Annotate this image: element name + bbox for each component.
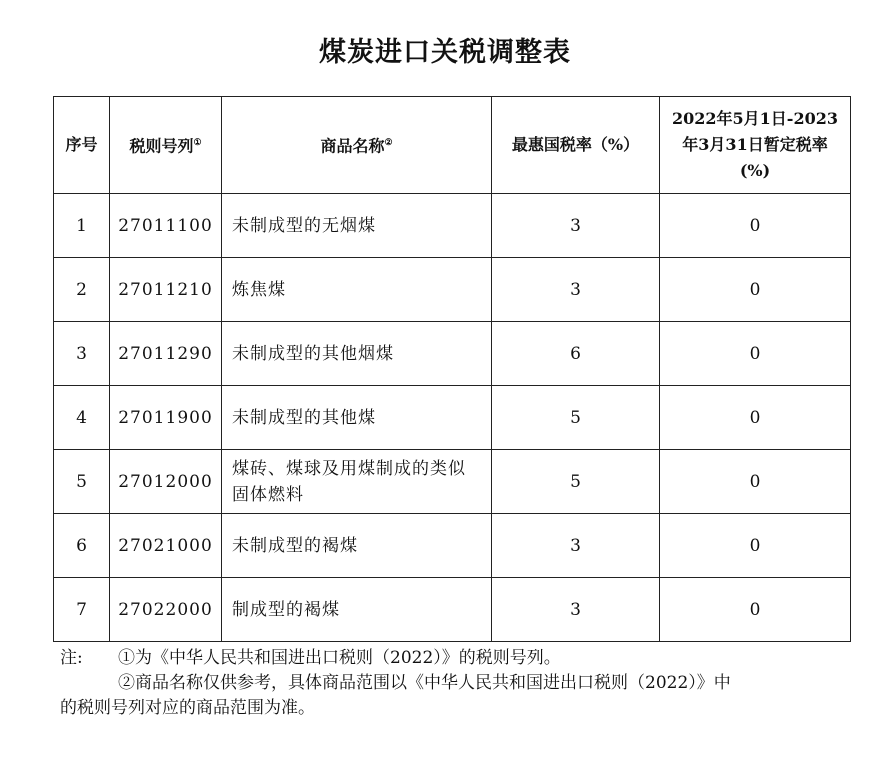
footnote-mark-1: ①: [193, 138, 202, 149]
notes-indent: [60, 671, 118, 696]
footnote-mark-2: ②: [384, 138, 393, 149]
cell-code: 27022000: [110, 578, 222, 642]
cell-mfn: 3: [492, 578, 660, 642]
header-code-label: 税则号列: [129, 136, 194, 156]
header-name-label: 商品名称: [320, 136, 385, 156]
table-row: [54, 386, 851, 450]
cell-seq: 6: [54, 514, 110, 578]
cell-interim: 0: [660, 322, 851, 386]
cell-mfn: 3: [492, 194, 660, 258]
header-interim-line1: 2022年5月1日-2023: [672, 109, 838, 128]
cell-interim: 0: [660, 450, 851, 514]
header-code: [110, 97, 222, 194]
cell-interim: 0: [660, 386, 851, 450]
table-row: [54, 578, 851, 642]
footnotes: [60, 646, 850, 721]
cell-seq: 1: [54, 194, 110, 258]
cell-code: 27011290: [110, 322, 222, 386]
cell-name-line2: 固体燃料: [232, 484, 304, 505]
header-interim-rate: [660, 97, 851, 194]
cell-interim: 0: [660, 578, 851, 642]
cell-code: 27011900: [110, 386, 222, 450]
cell-seq: 5: [54, 450, 110, 514]
cell-name: 未制成型的其他烟煤: [222, 322, 492, 386]
cell-seq: 2: [54, 258, 110, 322]
footnote-2-line2: 的税则号列对应的商品范围为准。: [60, 698, 315, 718]
header-interim-line2: 年3月31日暂定税率: [682, 135, 828, 154]
header-seq: 序号: [54, 97, 110, 194]
cell-mfn: 3: [492, 514, 660, 578]
cell-name: 制成型的褐煤: [222, 578, 492, 642]
cell-name: [222, 450, 492, 514]
table-row: [54, 258, 851, 322]
cell-name-line1: 煤砖、煤球及用煤制成的类似: [232, 458, 466, 479]
cell-mfn: 3: [492, 258, 660, 322]
header-mfn-rate: 最惠国税率（%）: [492, 97, 660, 194]
footnote-1: ①为《中华人民共和国进出口税则（2022）》的税则号列。: [118, 648, 561, 668]
footnote-2-row: [60, 671, 850, 696]
cell-mfn: 6: [492, 322, 660, 386]
tariff-table: [53, 96, 851, 642]
header-name: [222, 97, 492, 194]
table-row: [54, 514, 851, 578]
cell-code: 27021000: [110, 514, 222, 578]
cell-interim: 0: [660, 258, 851, 322]
table-row: [54, 322, 851, 386]
cell-interim: 0: [660, 514, 851, 578]
cell-name: 未制成型的其他煤: [222, 386, 492, 450]
footnote-1-row: [60, 646, 850, 671]
cell-code: 27012000: [110, 450, 222, 514]
cell-seq: 7: [54, 578, 110, 642]
cell-name: 未制成型的褐煤: [222, 514, 492, 578]
footnote-2-line1: ②商品名称仅供参考，具体商品范围以《中华人民共和国进出口税则（2022）》中: [118, 673, 731, 693]
cell-seq: 4: [54, 386, 110, 450]
cell-code: 27011210: [110, 258, 222, 322]
table-row: [54, 450, 851, 514]
page-title: 煤炭进口关税调整表: [319, 37, 571, 68]
table-row: [54, 194, 851, 258]
header-interim-line3: (%): [739, 161, 771, 180]
cell-mfn: 5: [492, 386, 660, 450]
cell-name: 炼焦煤: [222, 258, 492, 322]
cell-interim: 0: [660, 194, 851, 258]
cell-mfn: 5: [492, 450, 660, 514]
notes-label: 注:: [60, 648, 83, 668]
table-header-row: [54, 97, 851, 194]
cell-seq: 3: [54, 322, 110, 386]
cell-code: 27011100: [110, 194, 222, 258]
cell-name: 未制成型的无烟煤: [222, 194, 492, 258]
